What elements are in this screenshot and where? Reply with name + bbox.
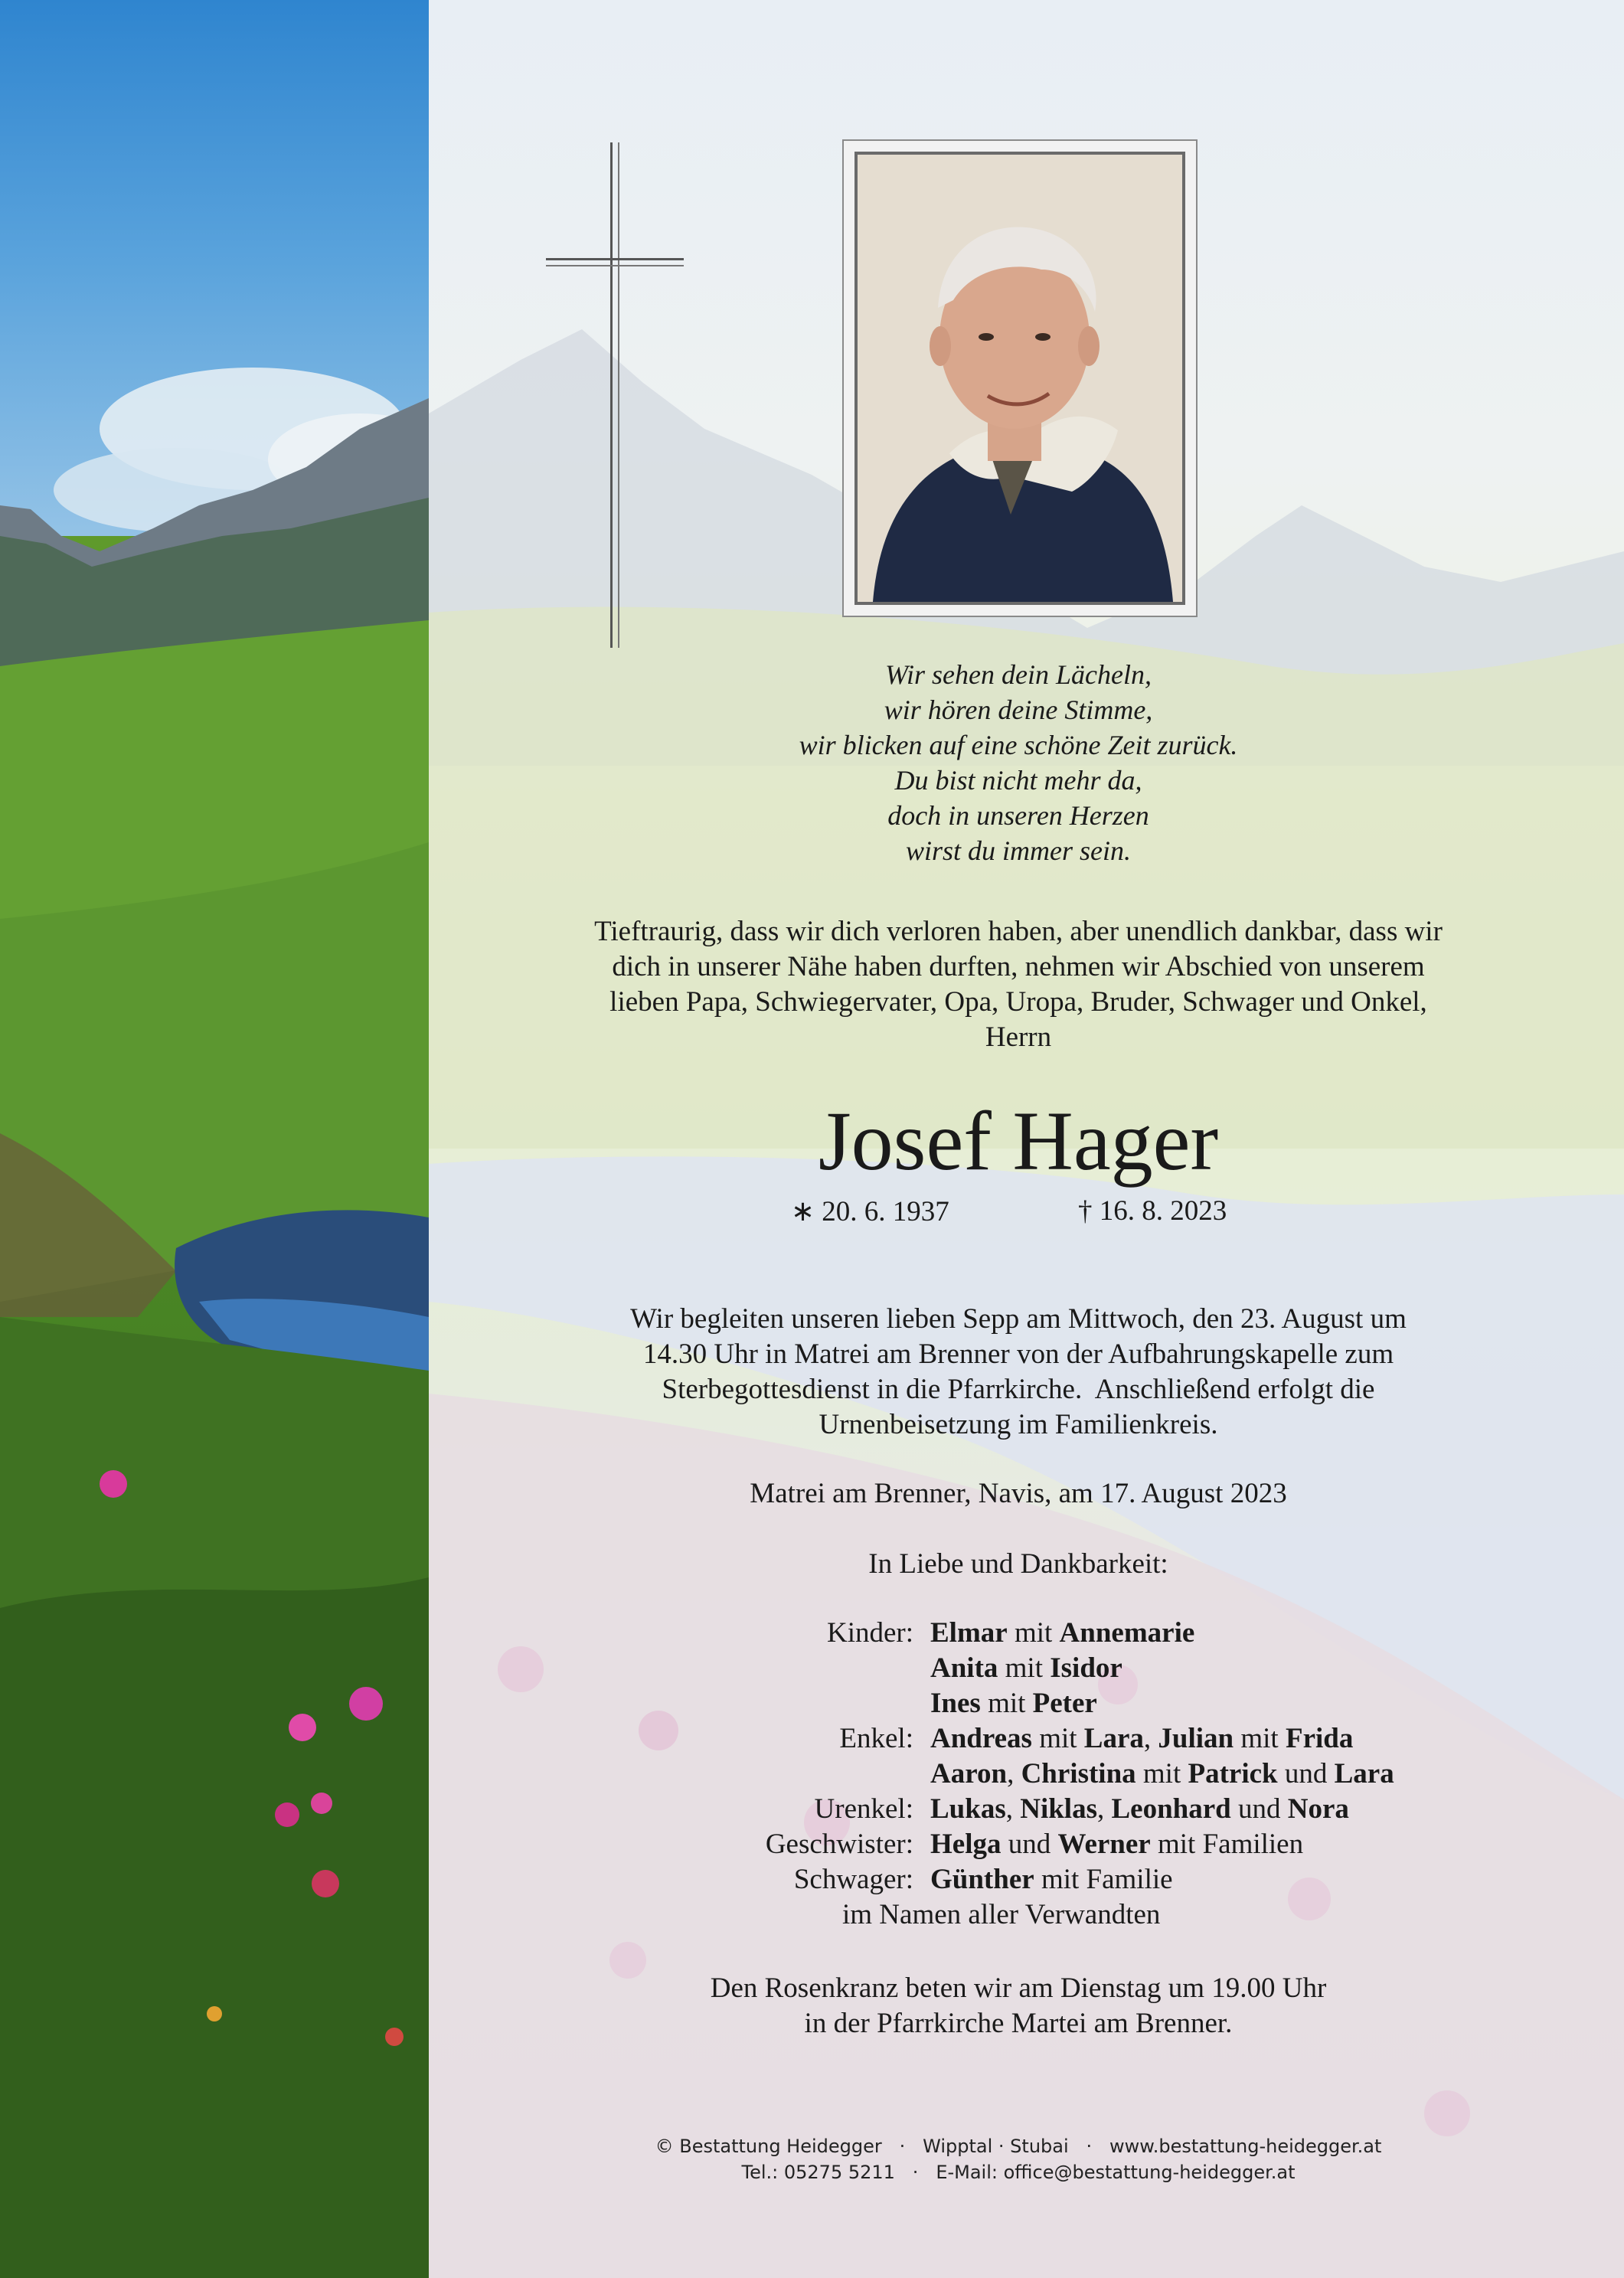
family-names: Günther mit Familie (930, 1864, 1173, 1895)
deceased-name: Josef Hager (818, 1094, 1219, 1188)
poem-line: wir hören deine Stimme, (884, 695, 1153, 725)
funeral-line: 14.30 Uhr in Matrei am Brenner von der Aufbahrungskapelle zum (642, 1338, 1394, 1370)
place-and-date: Matrei am Brenner, Navis, am 17. August 2023 (750, 1478, 1287, 1509)
birth-date: ∗ 20. 6. 1937 (791, 1196, 949, 1227)
intro-line: Tieftraurig, dass wir dich verloren haben, aber unendlich dankbar, dass wir (594, 916, 1443, 947)
intro-line: lieben Papa, Schwiegervater, Opa, Uropa, Bruder, Schwager und Onkel, (609, 986, 1427, 1018)
funeral-line: Urnenbeisetzung im Familienkreis. (819, 1409, 1218, 1440)
announcement-intro (521, 914, 1516, 1055)
poem-line: doch in unseren Herzen (887, 800, 1149, 831)
rosary-line: Den Rosenkranz beten wir am Dienstag um 19.00 Uhr (710, 1972, 1327, 2004)
landscape-photo-strip (0, 0, 429, 2278)
portrait-photo (854, 152, 1185, 605)
footer-line: Tel.: 05275 5211 · E-Mail: office@bestattung-heidegger.at (741, 2162, 1296, 2183)
funeral-line: Wir begleiten unseren lieben Sepp am Mittwoch, den 23. August um (630, 1303, 1407, 1335)
funeral-details (521, 1302, 1516, 1443)
funeral-line: Sterbegottesdienst in die Pfarrkirche. Anschließend erfolgt die (662, 1374, 1375, 1405)
family-names: Aaron, Christina mit Patrick und Lara (930, 1758, 1394, 1789)
family-label: Enkel: (839, 1723, 913, 1754)
family-names: Elmar mit Annemarie (930, 1617, 1195, 1649)
cross-horizontal-line (546, 265, 684, 266)
intro-line: Herrn (985, 1021, 1052, 1053)
cross-horizontal-line (546, 258, 684, 260)
all-relatives-line: im Namen aller Verwandten (842, 1899, 1161, 1930)
rosary-line: in der Pfarrkirche Martei am Brenner. (804, 2008, 1233, 2039)
memorial-poem (536, 657, 1501, 868)
cross-vertical-line (610, 142, 613, 648)
family-names: Anita mit Isidor (930, 1652, 1122, 1684)
funeral-home-footer (536, 2133, 1501, 2185)
poem-line: wirst du immer sein. (905, 835, 1131, 866)
portrait-frame (842, 139, 1198, 617)
footer-line: © Bestattung Heidegger · Wipptal · Stubai · www.bestattung-heidegger.at (655, 2136, 1382, 2157)
poem-line: Du bist nicht mehr da, (894, 765, 1142, 796)
family-names: Helga und Werner mit Familien (930, 1829, 1304, 1860)
family-label: Kinder: (826, 1617, 913, 1649)
landscape-illustration (0, 0, 429, 2278)
family-names: Lukas, Niklas, Leonhard und Nora (930, 1793, 1349, 1825)
family-names: Andreas mit Lara, Julian mit Frida (930, 1723, 1354, 1754)
family-names: Ines mit Peter (930, 1688, 1097, 1719)
family-label: Geschwister: (765, 1829, 913, 1860)
family-label: Schwager: (793, 1864, 913, 1895)
love-gratitude-line: In Liebe und Dankbarkeit: (868, 1548, 1168, 1580)
cross-vertical-line (618, 142, 619, 648)
intro-line: dich in unserer Nähe haben durften, nehmen wir Abschied von unserem (612, 951, 1425, 982)
death-date: † 16. 8. 2023 (1078, 1195, 1227, 1227)
family-label: Urenkel: (814, 1793, 913, 1825)
rosary-notice (536, 1971, 1501, 2041)
poem-line: wir blicken auf eine schöne Zeit zurück. (799, 730, 1238, 760)
portrait-illustration (858, 155, 1182, 602)
poem-line: Wir sehen dein Lächeln, (885, 659, 1152, 690)
